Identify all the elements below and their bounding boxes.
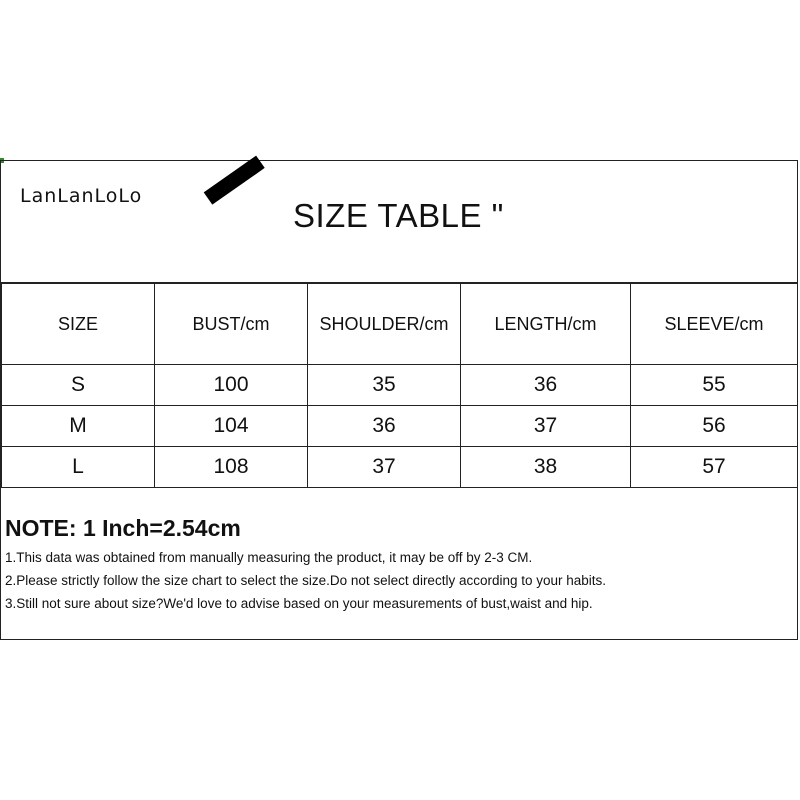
shoulder-cell: 35 <box>308 365 461 406</box>
size-cell: L <box>2 447 155 488</box>
size-table <box>1 283 798 488</box>
column-header-shoulder: SHOULDER/cm <box>308 284 461 365</box>
table-row <box>2 447 798 488</box>
bust-cell: 108 <box>155 447 308 488</box>
column-header-length: LENGTH/cm <box>461 284 631 365</box>
page-title: SIZE TABLE " <box>293 197 504 234</box>
size-cell: M <box>2 406 155 447</box>
sleeve-cell: 57 <box>631 447 798 488</box>
bust-cell: 100 <box>155 365 308 406</box>
table-row <box>2 406 798 447</box>
shoulder-cell: 36 <box>308 406 461 447</box>
size-cell: S <box>2 365 155 406</box>
chart-header <box>1 161 797 283</box>
brand-logo: LanLanLoLo <box>20 185 143 207</box>
sleeve-cell: 56 <box>631 406 798 447</box>
column-header-size: SIZE <box>2 284 155 365</box>
note-title: NOTE: 1 Inch=2.54cm <box>5 515 241 541</box>
size-chart-frame <box>0 160 798 640</box>
shoulder-cell: 37 <box>308 447 461 488</box>
sleeve-cell: 55 <box>631 365 798 406</box>
note-line: 3.Still not sure about size?We'd love to advise based on your measurements of bust,waist and hip. <box>5 596 593 611</box>
table-row <box>2 365 798 406</box>
length-cell: 38 <box>461 447 631 488</box>
length-cell: 37 <box>461 406 631 447</box>
notes-section <box>5 515 785 619</box>
length-cell: 36 <box>461 365 631 406</box>
column-header-sleeve: SLEEVE/cm <box>631 284 798 365</box>
slash-icon <box>204 156 265 205</box>
column-header-bust: BUST/cm <box>155 284 308 365</box>
bust-cell: 104 <box>155 406 308 447</box>
table-header-row <box>2 284 798 365</box>
note-line: 1.This data was obtained from manually measuring the product, it may be off by 2-3 CM. <box>5 550 533 565</box>
note-line: 2.Please strictly follow the size chart to select the size.Do not select directly according to your habits. <box>5 573 607 588</box>
